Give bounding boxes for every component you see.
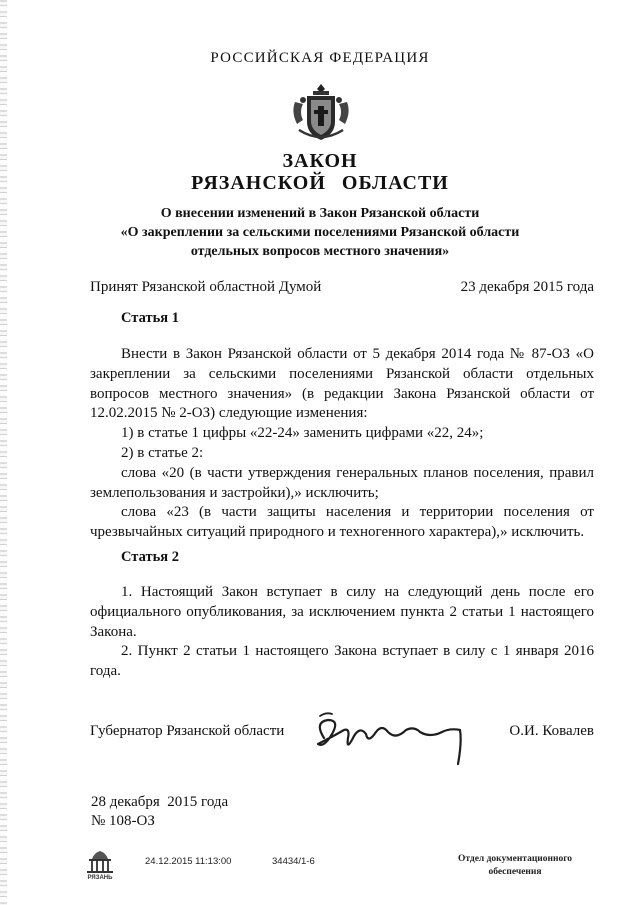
article-1-item-2a: слова «20 (в части утверждения генеральных планов поселения, правил землепользования и застройки),» исключить; <box>90 464 594 501</box>
article-1-body <box>90 345 594 543</box>
adoption-row <box>90 279 594 296</box>
federation-heading: РОССИЙСКАЯ ФЕДЕРАЦИЯ <box>210 50 430 66</box>
article-1-item-2b: слова «23 (в части защиты населения и территории поселения от чрезвычайных ситуаций природного и техногенного характера),» исключить. <box>90 504 594 541</box>
duma-building-logo-icon <box>82 849 118 881</box>
coat-of-arms-icon <box>289 82 353 144</box>
article-2-paragraph-1: 1. Настоящий Закон вступает в силу на следующий день после его официального опубликования, за исключением пункта 2 статьи 1 настоящего Закона. <box>90 584 594 640</box>
article-2-paragraph-2: 2. Пункт 2 статьи 1 настоящего Закона вступает в силу с 1 января 2016 года. <box>90 643 594 680</box>
article-2-body <box>90 583 594 682</box>
article-1-intro: Внести в Закон Рязанской области от 5 декабря 2014 года № 87-ОЗ «О закреплении за сельскими поселениями Рязанской области отдельных вопросов местного значения» (в редакции Закона Рязанской области от 12.02.2015 № 2-ОЗ) следующие изменения: <box>90 346 594 422</box>
signing-date: 28 декабря 2015 года <box>91 794 229 810</box>
logo-caption: РЯЗАНЬ <box>87 875 113 881</box>
law-title-line: «О закреплении за сельскими поселениями Рязанской области <box>120 225 520 240</box>
governor-title: Губернатор Рязанской области <box>90 723 285 739</box>
governor-name: О.И. Ковалев <box>509 723 594 739</box>
adoption-date: 23 декабря 2015 года <box>460 279 594 295</box>
article-1-item-2: 2) в статье 2: <box>121 444 204 461</box>
law-title <box>0 204 640 261</box>
article-1-heading: Статья 1 <box>121 310 179 326</box>
handwritten-signature <box>310 708 480 770</box>
footer-department <box>440 853 590 879</box>
law-title-line: О внесении изменений в Закон Рязанской области <box>160 206 480 221</box>
department-line: Отдел документационного <box>457 854 573 864</box>
law-title-line: отдельных вопросов местного значения» <box>190 244 450 259</box>
law-heading: ЗАКОН <box>282 150 358 172</box>
adopted-by-text: Принят Рязанской областной Думой <box>90 279 322 295</box>
law-region-heading: РЯЗАНСКОЙ ОБЛАСТИ <box>191 172 449 194</box>
department-line: обеспечения <box>488 867 542 877</box>
law-number: № 108-ОЗ <box>91 813 155 829</box>
signing-block <box>91 793 228 831</box>
article-2-heading: Статья 2 <box>121 549 179 565</box>
footer-doc-code: 34434/1-6 <box>272 856 315 867</box>
footer-timestamp: 24.12.2015 11:13:00 <box>145 856 232 867</box>
article-1-item-1: 1) в статье 1 цифры «22-24» заменить цифрами «22, 24»; <box>121 425 484 442</box>
scan-edge <box>0 0 7 905</box>
